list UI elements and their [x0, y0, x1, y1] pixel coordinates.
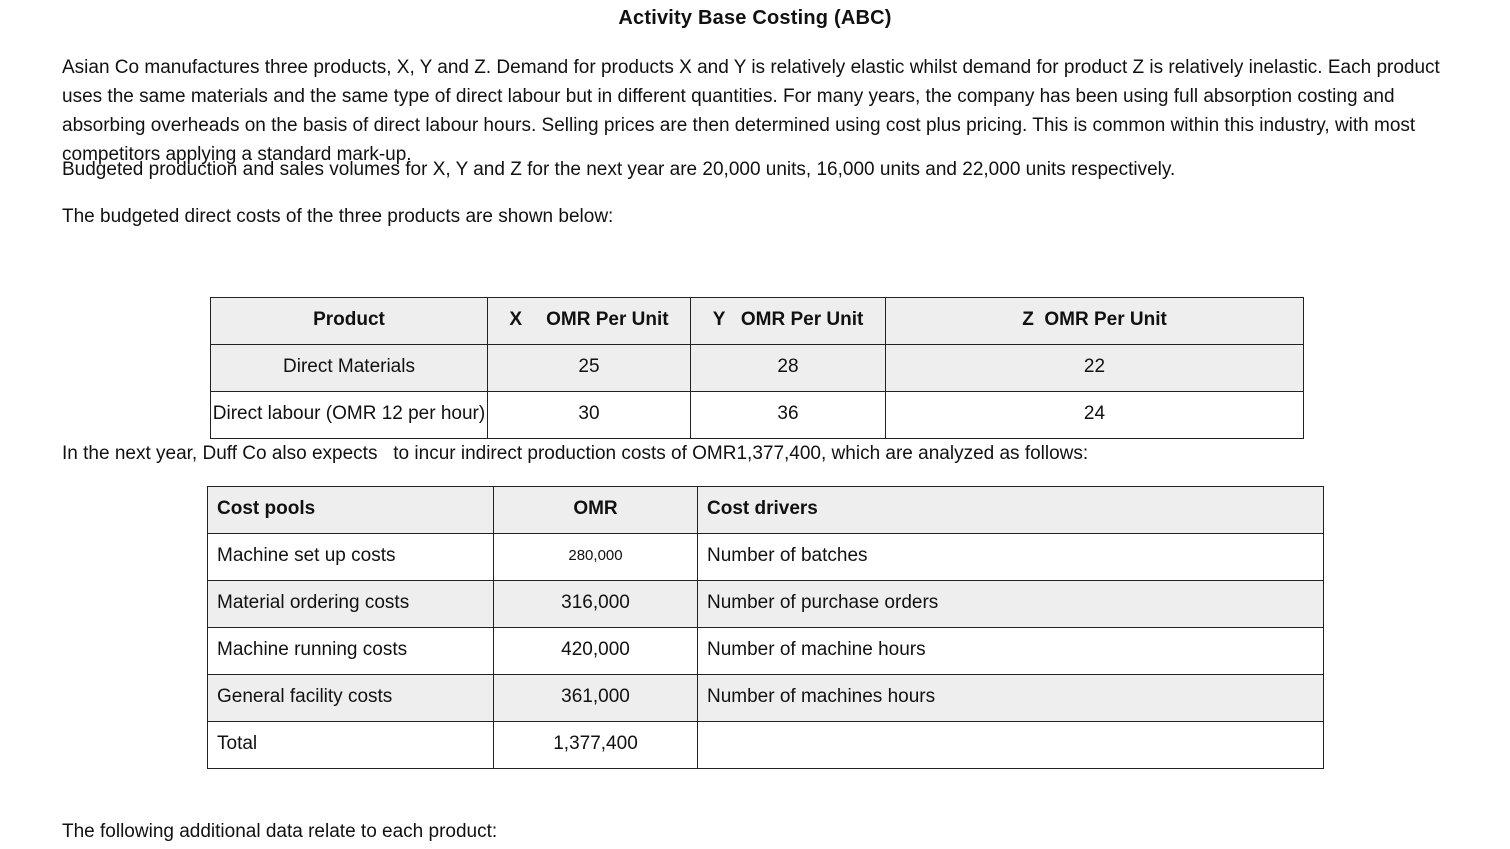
header-cell-cost-drivers: Cost drivers [698, 487, 1324, 534]
table-header-row [211, 298, 1304, 345]
cell-y-value: 28 [691, 345, 886, 392]
table-row [208, 581, 1324, 628]
additional-data-paragraph: The following additional data relate to each product: [62, 821, 498, 842]
row-label: Direct Materials [211, 345, 488, 392]
header-x-letter: X [509, 309, 523, 330]
header-x-label: OMR Per Unit [546, 309, 669, 330]
cost-pool-name: General facility costs [208, 675, 494, 722]
intro-paragraph: Asian Co manufactures three products, X, Y and Z. Demand for products X and Y is relatively elastic whilst demand for product Z is relatively inelastic. Each product uses the same materials and the same type of direct labour but in different quantities. For many years, the company has been using full absorption costing and absorbing overheads on the basis of direct labour hours. Selling prices are then determined using cost plus pricing. This is common within this industry, with most competitors applying a standard mark-up. [62, 57, 1440, 165]
cost-pool-amount: 316,000 [494, 581, 698, 628]
header-cell-product: Product [211, 298, 488, 345]
header-cell-y: Y OMR Per Unit [691, 298, 886, 345]
direct-costs-intro: The budgeted direct costs of the three products are shown below: [62, 206, 614, 227]
cell-y-value: 36 [691, 392, 886, 439]
table-row [208, 628, 1324, 675]
volumes-paragraph: Budgeted production and sales volumes for X, Y and Z for the next year are 20,000 units, 16,000 units and 22,000 units respectively. [62, 159, 1176, 180]
cost-driver: Number of batches [698, 534, 1324, 581]
header-cell-x [488, 298, 691, 345]
header-cell-cost-pools: Cost pools [208, 487, 494, 534]
table-row [211, 345, 1304, 392]
document-title: Activity Base Costing (ABC) [618, 7, 892, 29]
direct-costs-table [210, 297, 1304, 439]
cell-z-value: 24 [886, 392, 1304, 439]
cell-z-value: 22 [886, 345, 1304, 392]
table-row [208, 534, 1324, 581]
total-amount: 1,377,400 [494, 722, 698, 769]
header-cell-z: Z OMR Per Unit [886, 298, 1304, 345]
cost-pools-table [207, 486, 1324, 769]
table-row [208, 675, 1324, 722]
cost-driver: Number of machine hours [698, 628, 1324, 675]
table-row [211, 392, 1304, 439]
total-label: Total [208, 722, 494, 769]
indirect-costs-intro: In the next year, Duff Co also expects to incur indirect production costs of OMR1,377,400, which are analyzed as follows: [62, 443, 1089, 464]
cost-pool-amount: 420,000 [494, 628, 698, 675]
cell-x-value: 30 [488, 392, 691, 439]
table-row-total [208, 722, 1324, 769]
cost-pool-name: Material ordering costs [208, 581, 494, 628]
cost-pool-amount: 280,000 [494, 534, 698, 581]
cost-pool-amount: 361,000 [494, 675, 698, 722]
cost-driver: Number of machines hours [698, 675, 1324, 722]
table-header-row [208, 487, 1324, 534]
total-driver-empty [698, 722, 1324, 769]
cell-x-value: 25 [488, 345, 691, 392]
row-label: Direct labour (OMR 12 per hour) [211, 392, 488, 439]
cost-pool-name: Machine running costs [208, 628, 494, 675]
header-cell-omr: OMR [494, 487, 698, 534]
cost-driver: Number of purchase orders [698, 581, 1324, 628]
cost-pool-name: Machine set up costs [208, 534, 494, 581]
